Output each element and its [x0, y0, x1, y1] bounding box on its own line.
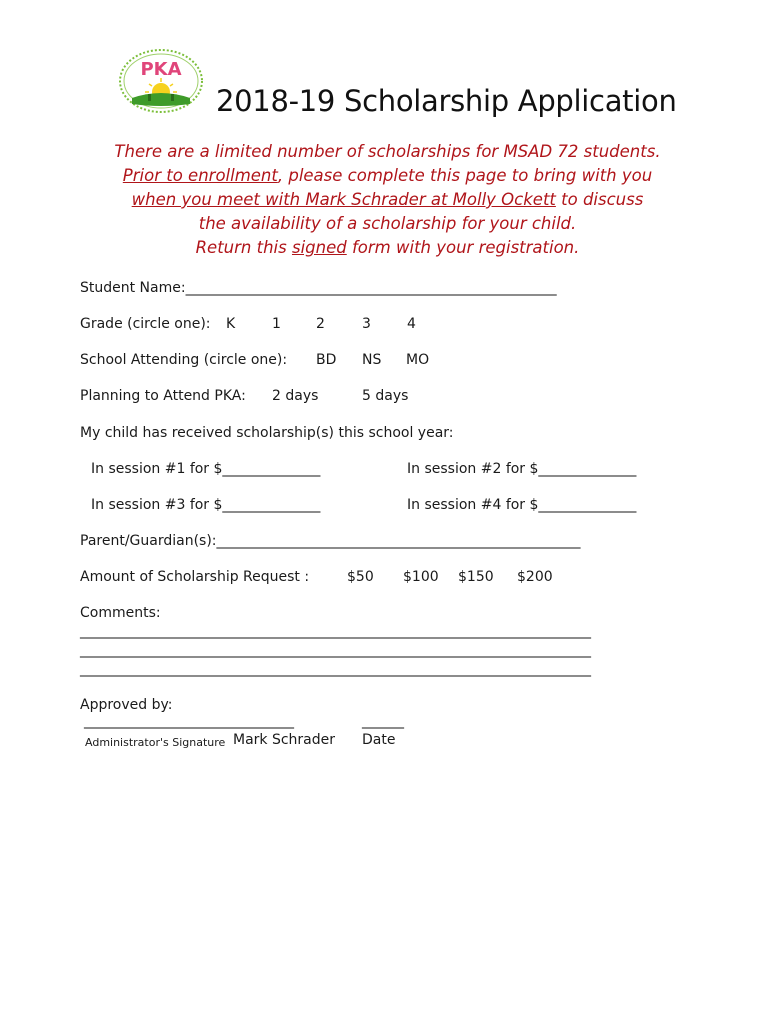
grade-option-2[interactable]: 2: [316, 316, 325, 332]
intro-line-5: [80, 236, 695, 260]
intro-line-1: There are a limited number of scholarships for MSAD 72 students.: [114, 142, 661, 161]
planning-label: Planning to Attend PKA:: [80, 388, 246, 404]
approved-label: Approved by:: [80, 697, 173, 713]
grade-option-1[interactable]: 1: [272, 316, 281, 332]
intro-line-2-underlined: Prior to enrollment: [122, 166, 278, 185]
school-option-bd[interactable]: BD: [316, 352, 337, 368]
received-label: My child has received scholarship(s) this school year:: [80, 425, 454, 441]
session-1-field[interactable]: In session #1 for $______________: [91, 461, 321, 477]
admin-name: Mark Schrader: [233, 732, 336, 748]
amount-option-50[interactable]: $50: [347, 569, 374, 585]
comment-line-1[interactable]: _________________________________________________________________________: [80, 623, 591, 639]
grade-option-k[interactable]: K: [226, 316, 236, 332]
comment-line-2[interactable]: _________________________________________________________________________: [80, 642, 591, 658]
grade-option-4[interactable]: 4: [407, 316, 416, 332]
pka-logo: [118, 48, 204, 114]
grade-label: Grade (circle one):: [80, 316, 211, 332]
comments-label: Comments:: [80, 605, 161, 621]
intro-line-5-post: form with your registration.: [346, 238, 580, 257]
comment-line-3[interactable]: _________________________________________________________________________: [80, 661, 591, 677]
session-2-field[interactable]: In session #2 for $______________: [407, 461, 637, 477]
planning-option-5-days[interactable]: 5 days: [362, 388, 409, 404]
intro-line-3-underlined: when you meet with Mark Schrader at Molly Ockett: [131, 190, 556, 209]
page-title: 2018-19 Scholarship Application: [216, 84, 677, 118]
logo-text: PKA: [140, 59, 182, 80]
amount-option-200[interactable]: $200: [517, 569, 553, 585]
intro-text: [80, 140, 695, 260]
intro-line-2-rest: , please complete this page to bring with you: [277, 166, 653, 185]
intro-line-5-signed: signed: [291, 238, 347, 257]
intro-line-5-pre: Return this: [195, 238, 292, 257]
session-4-field[interactable]: In session #4 for $______________: [407, 497, 637, 513]
school-option-mo[interactable]: MO: [406, 352, 430, 368]
session-3-field[interactable]: In session #3 for $______________: [91, 497, 321, 513]
date-label: Date: [362, 732, 396, 748]
amount-option-100[interactable]: $100: [403, 569, 439, 585]
school-option-ns[interactable]: NS: [362, 352, 382, 368]
intro-line-3: [80, 188, 695, 212]
amount-label: Amount of Scholarship Request :: [80, 569, 310, 585]
intro-line-2: [80, 164, 695, 188]
amount-option-150[interactable]: $150: [458, 569, 494, 585]
student-name-field[interactable]: Student Name:_____________________________________________________: [80, 280, 557, 296]
planning-option-2-days[interactable]: 2 days: [272, 388, 319, 404]
grade-option-3[interactable]: 3: [362, 316, 371, 332]
admin-signature-label: Administrator's Signature: [85, 736, 226, 749]
school-label: School Attending (circle one):: [80, 352, 288, 368]
parent-guardian-field[interactable]: Parent/Guardian(s):____________________________________________________: [80, 533, 581, 549]
intro-line-3-rest: to discuss: [555, 190, 644, 209]
intro-line-4: the availability of a scholarship for your child.: [198, 214, 577, 233]
date-line[interactable]: ______: [362, 713, 404, 729]
signature-line[interactable]: ______________________________: [84, 713, 294, 729]
